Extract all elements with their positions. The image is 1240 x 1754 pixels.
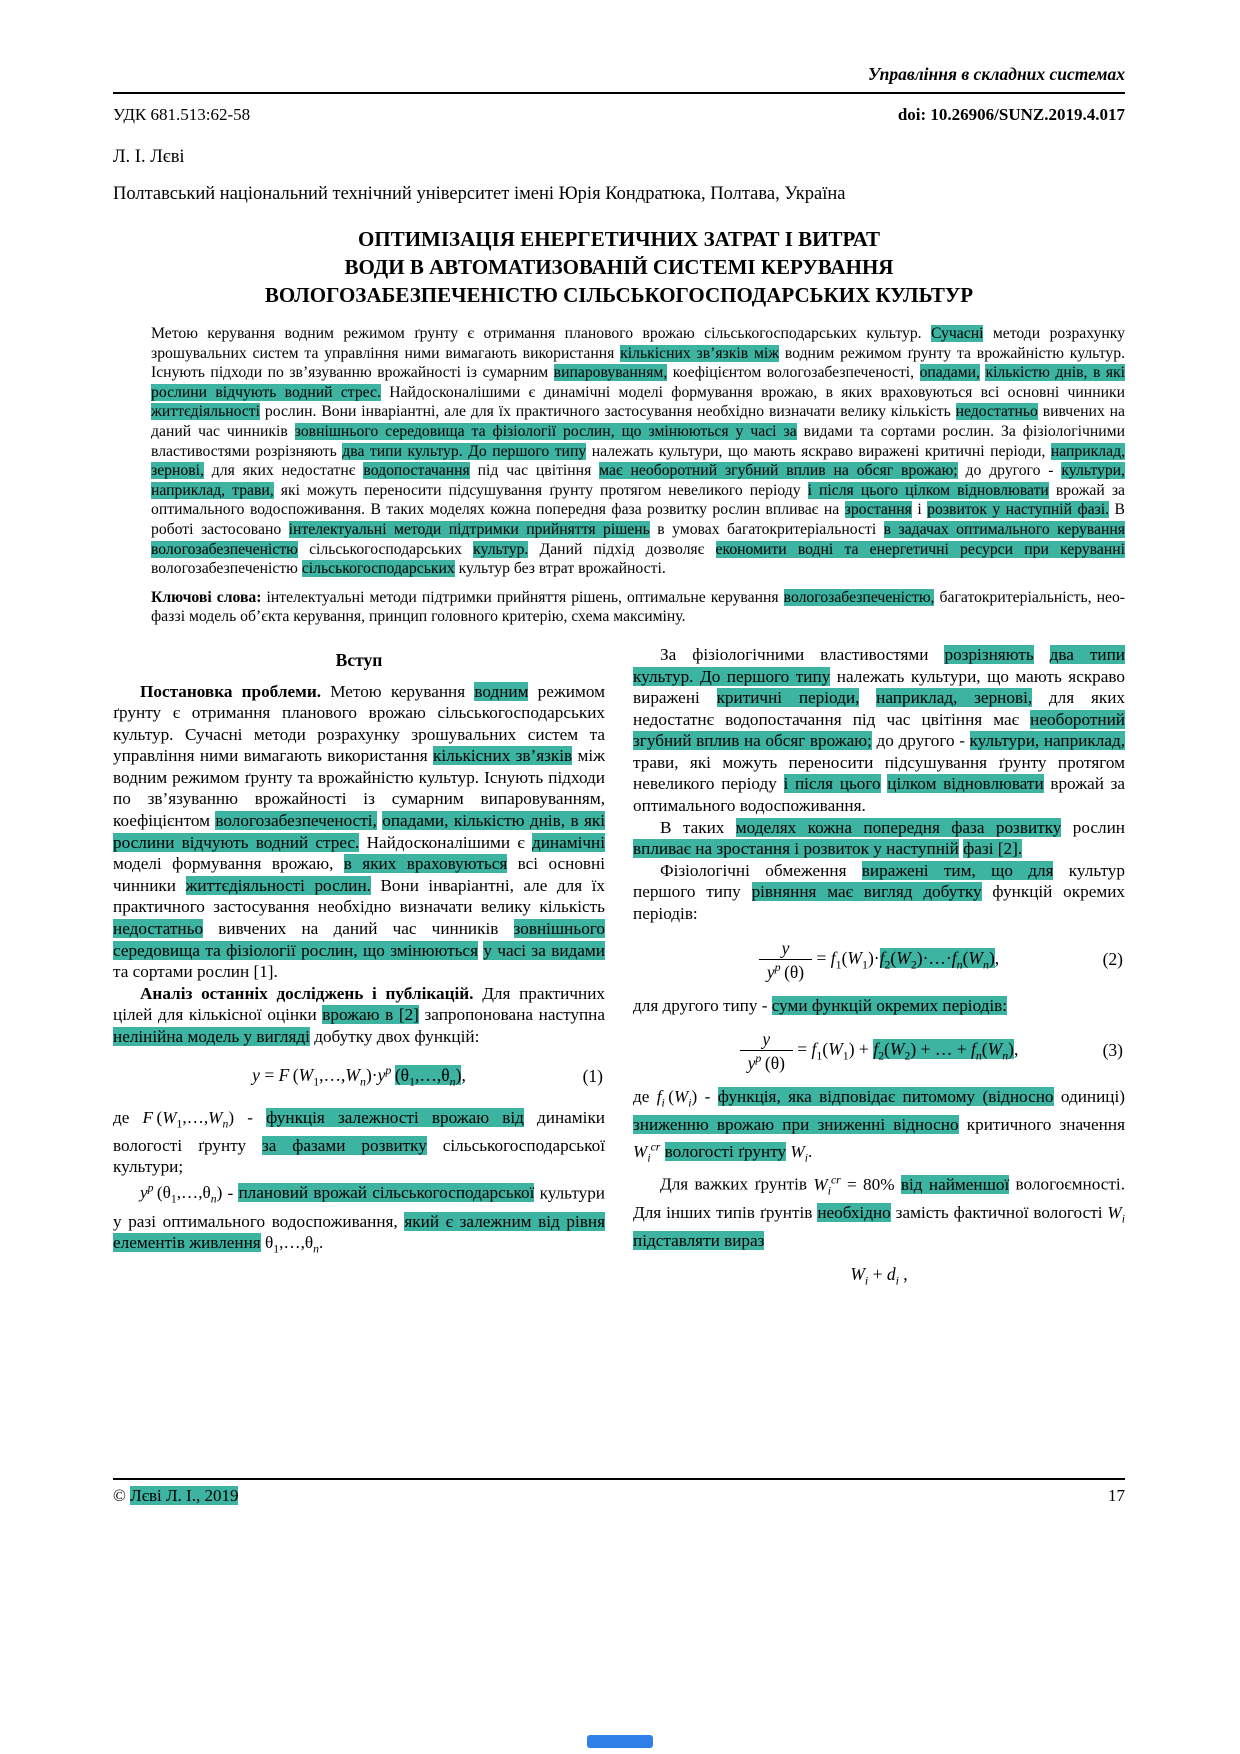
text-run: Постановка проблеми.: [140, 681, 322, 701]
highlighted-text: підставляти вираз: [633, 1230, 765, 1250]
equation-number: (3): [1102, 1040, 1123, 1061]
highlighted-text: нелінійна модель у вигляді: [113, 1027, 310, 1046]
highlighted-text: фазі [2].: [963, 839, 1023, 859]
highlighted-text: необоротний згубний вплив на обсяг врожаю;: [633, 709, 1125, 751]
highlighted-text: за фазами розвитку: [261, 1135, 427, 1155]
text-run: [660, 1142, 664, 1161]
udc-code: УДК 681.513:62-58: [113, 105, 251, 124]
highlighted-text: плановий врожай сільськогосподарської: [238, 1183, 535, 1203]
highlighted-text: життєдіяльності: [151, 403, 261, 421]
section-heading: Вступ: [335, 649, 383, 670]
text-run: Для важких ґрунтів: [660, 1174, 814, 1194]
highlighted-text: життєдіяльності рослин.: [185, 875, 371, 895]
doi-code: doi: 10.26906/SUNZ.2019.4.017: [897, 105, 1125, 124]
highlighted-text: вологозабезпеченості,: [215, 811, 377, 831]
highlighted-text: і після цього цілком відновлювати: [807, 481, 1049, 499]
highlighted-text: функція, яка відповідає питомому (відносно: [717, 1087, 1054, 1107]
highlighted-text: у часі за видами: [483, 940, 605, 960]
bottom-ui-artifact: [587, 1735, 653, 1748]
highlighted-text: від найменшої: [900, 1174, 1010, 1194]
text-run: функцій окремих періодів:: [633, 882, 1126, 924]
highlighted-text: рівняння має вигляд добутку: [751, 882, 982, 902]
highlighted-text: сільськогосподарських: [301, 560, 455, 578]
highlighted-text: критичні періоди,: [716, 688, 860, 708]
text-run: В таких: [660, 817, 736, 837]
highlighted-text: зниженню врожаю при зниженні відносно: [633, 1115, 959, 1135]
highlighted-text: культур.: [473, 540, 529, 558]
text-run: до другого -: [871, 731, 970, 751]
text-run: в умовах багатокритеріальності: [649, 520, 884, 538]
text-run: вологозабезпеченістю: [151, 560, 302, 578]
text-run: для другого типу -: [633, 995, 772, 1015]
text-run: -: [234, 1107, 267, 1127]
inline-math: $W_i$.: [790, 1141, 813, 1165]
highlighted-text: зростання: [844, 501, 912, 519]
highlighted-text: наприклад, зернові,: [151, 442, 1125, 480]
copyright-name: Лєві Л. І., 2019: [130, 1486, 239, 1505]
highlighted-text: водопостачання: [363, 462, 470, 480]
text-run: сільськогосподарської культури;: [113, 1135, 605, 1177]
author-name: Л. І. Лєві: [113, 147, 185, 167]
highlighted-text: впливає на зростання і розвиток у наступній: [633, 839, 959, 859]
text-run: вивчених на даний час чинників: [151, 403, 1126, 440]
title-line-1: ОПТИМІЗАЦІЯ ЕНЕРГЕТИЧНИХ ЗАТРАТ І ВИТРАТ: [358, 227, 880, 251]
highlighted-text: два типи культур. До першого типу: [633, 644, 1125, 686]
highlighted-text: інтелектуальні методи підтримки прийняття рішень: [288, 520, 650, 538]
highlighted-text: недостатньо: [955, 403, 1038, 421]
highlighted-text: два типи культур. До першого типу: [342, 442, 587, 460]
inline-math: $W_i^{cr}$: [633, 1140, 661, 1165]
highlighted-text: врожаю в [2]: [322, 1005, 419, 1025]
text-run: За фізіологічними властивостями: [660, 644, 945, 664]
equation: [633, 1264, 1125, 1292]
text-run: замість фактичної вологості: [890, 1202, 1108, 1222]
highlighted-text: наприклад, зернові,: [876, 688, 1033, 708]
highlighted-text: вологозабезпеченістю,: [783, 588, 935, 606]
text-run: для яких недостатнє: [203, 462, 364, 480]
text-run: багатокритеріальність, нео-фаззі модель об’єкта керування, принцип головного критерію, схема максиміну.: [151, 588, 1126, 626]
text-run: [859, 688, 876, 707]
text-run: -: [697, 1087, 718, 1107]
text-run: культур першого типу: [633, 860, 1125, 902]
highlighted-text: Сучасні: [930, 325, 984, 342]
equation: [633, 1029, 1125, 1073]
title-line-3: ВОЛОГОЗАБЕЗПЕЧЕНІСТЮ СІЛЬСЬКОГОСПОДАРСЬКИХ КУЛЬТУР: [264, 283, 974, 307]
text-run: сільськогосподарських: [297, 540, 474, 558]
highlighted-text: кількісних зв’язків: [433, 746, 573, 766]
text-run: під час цвітіння: [469, 462, 600, 480]
text-run: інтелектуальні методи підтримки прийняття рішень, оптимальне керування: [261, 588, 784, 606]
text-run: коефіцієнтом вологозабезпеченості,: [667, 364, 920, 382]
highlighted-text: культури, наприклад,: [969, 731, 1126, 751]
text-run: Даний підхід дозволяє: [528, 540, 716, 558]
left-column: [113, 644, 605, 1305]
text-run: для яких недостатнє водопостачання під час цвітіння має: [633, 688, 1125, 729]
paragraph: [633, 1086, 1125, 1168]
udc-doi-row: [113, 105, 1125, 125]
highlighted-text: і після цього: [783, 774, 881, 794]
text-run: Ключові слова:: [151, 588, 262, 606]
text-run: культури у разі оптимального водоспоживання,: [113, 1183, 605, 1231]
equation: [113, 1061, 605, 1094]
page-footer: [113, 1478, 1125, 1506]
text-run: де: [633, 1087, 657, 1107]
inline-math: F $(W_1,\dots,W_n)$: [142, 1107, 235, 1130]
text-run: -: [222, 1183, 239, 1203]
highlighted-text: який є залежним від рівня елементів живлення: [113, 1211, 605, 1253]
text-run: врожай за оптимального водоспоживання.: [633, 774, 1126, 816]
text-run: трави, які можуть переносити підсушування ґрунту протягом невеликого періоду: [633, 752, 1125, 794]
highlighted-text: має необоротний згубний вплив на обсяг врожаю;: [599, 462, 958, 480]
text-run: де: [113, 1107, 143, 1127]
text-run: вивчених на даний час чинників: [203, 919, 514, 939]
text-run: між водним режимом ґрунту та врожайністю культур. Існують підходи по зв’язуванню врожайності із сумарним випаровуванням, коефіцієнтом: [113, 746, 605, 831]
paragraph: [633, 1169, 1125, 1251]
equation: [633, 938, 1125, 982]
highlighted-text: економити водні та енергетичні ресурси при керуванні: [715, 540, 1125, 558]
highlighted-text: зовнішнього середовища та фізіології рослин, що змінюються: [113, 919, 605, 960]
text-run: Метою керування: [321, 681, 475, 701]
text-run: Метою керування водним режимом ґрунту є отримання планового врожаю сільськогосподарських культур.: [151, 325, 931, 342]
keywords-text: [151, 588, 1125, 627]
affiliation: Полтавський національний технічний університет імені Юрія Кондратюка, Полтава, Україна: [113, 184, 846, 204]
text-run: запропонована наступна: [418, 1005, 605, 1025]
text-run: критичного значення: [958, 1115, 1125, 1135]
inline-math: $f_i$ $(W_i)$: [656, 1087, 698, 1110]
highlighted-text: розвиток у наступній фазі.: [927, 501, 1110, 519]
text-run: Для практичних цілей для кількісної оцінки: [113, 983, 605, 1025]
text-run: режимом ґрунту є отримання планового врожаю сільськогосподарських культур. Сучасні методи розрахунку зрошувальних систем та управління ними вимагають використання: [113, 681, 605, 766]
copyright-symbol: ©: [113, 1486, 131, 1505]
highlighted-text: кількістю днів, в які рослини відчують водний стрес.: [151, 364, 1126, 401]
paragraph: [633, 995, 1125, 1017]
text-run: належать культури, що мають яскраво виражені: [633, 666, 1125, 708]
text-run: вологоємності. Для інших типів ґрунтів: [633, 1174, 1125, 1222]
article-title: [113, 225, 1125, 309]
equation-number: (1): [582, 1066, 603, 1087]
highlighted-text: випаровуванням,: [553, 364, 668, 382]
equation-number: (2): [1102, 948, 1123, 969]
text-run: до другого -: [957, 462, 1062, 480]
highlighted-text: функція залежності врожаю від: [266, 1107, 524, 1127]
text-run: методи розрахунку зрошувальних систем та управління ними вимагають використання: [151, 325, 1125, 362]
highlighted-text: в яких враховуються: [343, 854, 508, 874]
copyright-line: [113, 1486, 238, 1506]
text-run: і: [911, 501, 928, 519]
inline-math: $y^p$ $(\theta_1,\dots,\theta_n)$: [140, 1181, 223, 1206]
highlighted-text: вологості ґрунту: [664, 1141, 787, 1161]
text-run: Найдосконалішими є: [359, 832, 532, 852]
text-run: культур без втрат врожайності.: [454, 560, 666, 578]
text-run: В роботі застосовано: [151, 501, 1125, 538]
highlighted-text: опадами, кількістю днів, в які рослини відчують водний стрес.: [113, 811, 606, 852]
paragraph: [633, 644, 1125, 817]
highlighted-text: моделях кожна попередня фаза розвитку: [735, 817, 1062, 837]
paragraph: [633, 860, 1125, 925]
text-run: [1034, 645, 1050, 664]
highlighted-text: в задачах оптимального керування вологозабезпеченістю: [151, 520, 1125, 558]
inline-math: $\theta_1,\dots,\theta_n$.: [265, 1233, 324, 1256]
text-run: врожай за оптимального водоспоживання. В таких моделях кожна попередня фаза розвитку рослин впливає на: [151, 481, 1125, 519]
paragraph: [113, 1178, 605, 1260]
text-run: які можуть переносити підсушування ґрунту протягом невеликого періоду: [273, 481, 808, 499]
paragraph: [113, 681, 605, 983]
text-run: Вони інваріантні, але для їх практичного застосування необхідно визначати велику кількість: [113, 875, 605, 917]
highlighted-text: культури, наприклад, трави,: [151, 462, 1125, 499]
highlighted-text: водним: [474, 681, 529, 701]
paragraph: [113, 1107, 605, 1178]
highlighted-text: розрізняють: [944, 644, 1034, 664]
text-run: моделі формування врожаю,: [113, 854, 344, 874]
highlighted-text: цілком відновлювати: [887, 774, 1044, 794]
text-run: динаміки вологості ґрунту: [113, 1107, 605, 1155]
text-run: рослин: [1061, 817, 1126, 837]
text-run: Найдосконалішими є динамічні моделі формування врожаю, в яких враховуються всі основні чинники: [380, 383, 1125, 401]
two-column-body: [113, 644, 1125, 1305]
abstract-text: [151, 324, 1125, 579]
journal-header: Управління в складних системах: [113, 64, 1125, 94]
highlighted-text: необхідно: [817, 1202, 891, 1222]
page-number: 17: [1108, 1486, 1125, 1505]
text-run: одиниці): [1053, 1087, 1126, 1107]
text-run: Аналіз останніх досліджень і публікацій.: [140, 983, 474, 1003]
text-run: добутку двох функцій:: [309, 1027, 480, 1046]
text-run: та сортами рослин [1].: [113, 962, 278, 982]
highlighted-text: динамічні: [531, 832, 605, 852]
highlighted-text: виражені тим, що для: [861, 860, 1054, 880]
text-run: водним режимом ґрунту та врожайністю культур. Існують підходи по зв’язуванню врожайності із сумарним: [151, 344, 1125, 382]
highlighted-text: зовнішнього середовища та фізіології рослин, що змінюються у часі за: [294, 422, 797, 440]
paragraph: [113, 983, 605, 1048]
text-run: видами та сортами рослин. За фізіологічними властивостями розрізняють: [151, 422, 1125, 460]
text-run: належать культури, що мають яскраво виражені критичні періоди,: [586, 442, 1051, 460]
highlighted-text: опадами,: [919, 364, 980, 382]
paragraph: [633, 817, 1125, 860]
highlighted-text: суми функцій окремих періодів:: [771, 995, 1008, 1015]
title-line-2: ВОДИ В АВТОМАТИЗОВАНІЙ СИСТЕМІ КЕРУВАННЯ: [344, 255, 894, 279]
inline-math: $W_i$: [1107, 1202, 1125, 1225]
inline-math: $W_i^{cr} = 80\%$: [813, 1172, 901, 1197]
text-run: Фізіологічні обмеження: [660, 860, 862, 880]
highlighted-text: кількісних зв’язків між: [620, 344, 780, 362]
equation-body: $\frac{y}{y^p (\theta)}$ = $f_1(W_1)\cdot f_2(W_2)\cdot\dots\cdot f_n(W_n)$,: [759, 948, 999, 968]
equation-body: $\frac{y}{y^p (\theta)}$ = $f_1(W_1) + f_2(W_2)$ + … + $f_n(W_n)$,: [740, 1039, 1019, 1059]
equation-body: y = F $(W_1,\dots,W_n)\cdot y^p$ $(\theta_1,\dots,\theta_n)$,: [252, 1063, 466, 1089]
text-run: всі основні чинники: [113, 854, 606, 895]
text-run: рослин. Вони інваріантні, але для їх практичного застосування необхідно визначати велику кількість: [260, 403, 956, 421]
equation-body: $W_i + d_i$ ,: [850, 1264, 908, 1288]
right-column: [633, 644, 1125, 1305]
highlighted-text: недостатньо: [113, 919, 204, 939]
